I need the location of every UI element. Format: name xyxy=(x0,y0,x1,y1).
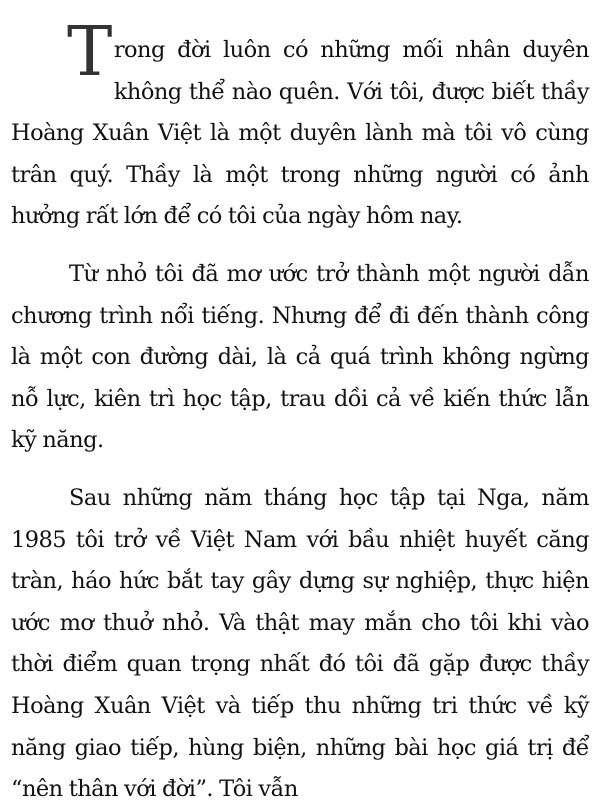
document-page xyxy=(11,0,589,803)
paragraph-1-text: rong đời luôn có những mối nhân duyên không thể nào quên. Với tôi, được biết thầy Hoàng Xuân Việt là một duyên lành mà tôi vô cùng trân quý. Thầy là một trong những người có ảnh hưởng rất lớn để có tôi của ngày hôm nay. xyxy=(11,37,589,230)
paragraph-2: Từ nhỏ tôi đã mơ ước trở thành một người dẫn chương trình nổi tiếng. Nhưng để đi đến thành công là một con đường dài, là cả quá trình không ngừng nỗ lực, kiên trì học tập, trau dồi cả về kiến thức lẫn kỹ năng. xyxy=(11,260,589,454)
paragraph-1 xyxy=(11,13,589,238)
drop-cap: T xyxy=(67,13,112,92)
paragraph-3: Sau những năm tháng học tập tại Nga, năm 1985 tôi trở về Việt Nam với bầu nhiệt huyết căng tràn, háo hức bắt tay gây dựng sự nghiệp, thực hiện ước mơ thuở nhỏ. Và thật may mắn cho tôi khi vào thời điểm quan trọng nhất đó tôi đã gặp được thầy Hoàng Xuân Việt và tiếp thu những tri thức về kỹ năng giao tiếp, hùng biện, những bài học giá trị để “nên thân với đời”. Tôi vẫn xyxy=(11,484,589,803)
